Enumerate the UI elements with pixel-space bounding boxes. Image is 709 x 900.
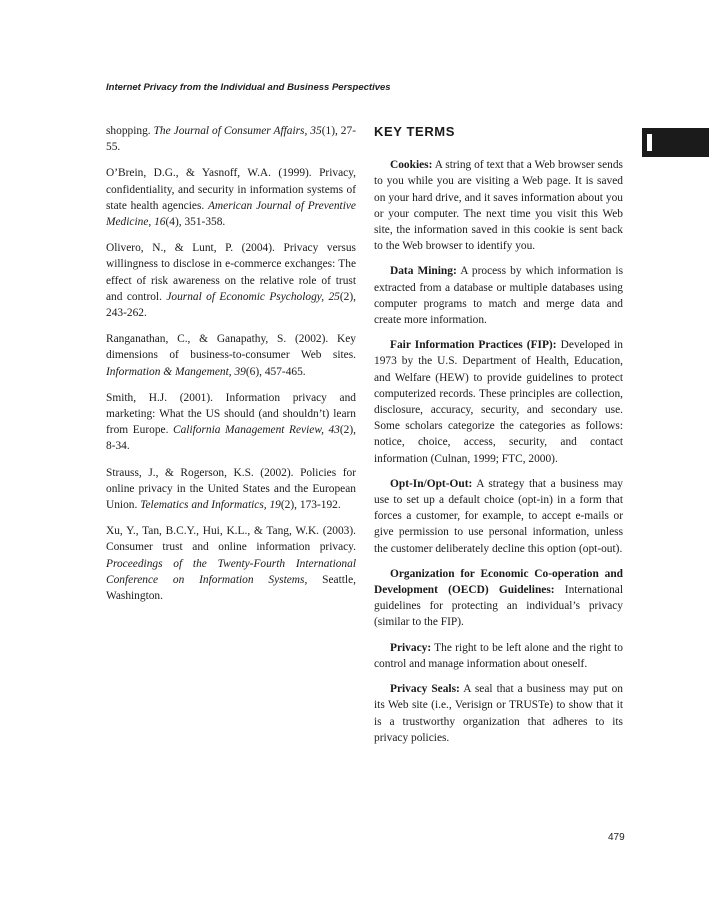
references-column (106, 121, 356, 614)
reference-entry: Smith, H.J. (2001). Information privacy and marketing: What the US should (and shouldn’t) learn from Europe. California Management Review, 43(2), 8-34. (106, 391, 356, 453)
term-name: Fair Information Practices (FIP): (390, 339, 557, 352)
key-term-entry (374, 337, 623, 467)
key-term-entry (374, 476, 623, 557)
term-name: Organization for Economic Co-operation and Development (OECD) Guidelines: (374, 567, 623, 597)
term-name: Data Mining: (390, 265, 457, 278)
reference-entry: Xu, Y., Tan, B.C.Y., Hui, K.L., & Tang, W.K. (2003). Consumer trust and online information privacy. Proceedings of the Twenty-Fourth International Conference on Information Systems, Seattle, Washington. (106, 525, 356, 603)
key-term-entry (374, 263, 623, 328)
term-definition: Developed in 1973 by the U.S. Department of Health, Education, and Welfare (HEW) to provide guidelines to protect computerized records. These principles are collection, disclosure, accuracy, security, and secondary use. Some scholars categorize the categories as follows: notice, choice, access, security, and contact information (Culnan, 1999; FTC, 2000). (374, 339, 623, 465)
term-name: Opt-In/Opt-Out: (390, 477, 473, 490)
term-name: Privacy: (390, 641, 432, 654)
term-definition: A process by which information is extracted from a database or multiple databases using computer programs to match and merge data and create more information. (374, 265, 624, 327)
term-definition: A strategy that a business may use to set up a default choice (opt-in) in a form that forces a customer, for example, to accept e-mails or give permission to use personal information, unless the customer deliberately decline this option (opt-out). (374, 477, 623, 555)
term-name: Cookies: (390, 159, 433, 172)
section-tab (642, 128, 709, 157)
running-head: Internet Privacy from the Individual and Business Perspectives (106, 82, 391, 93)
term-definition: The right to be left alone and the right to control and manage information about oneself. (374, 641, 623, 670)
key-terms-column (374, 121, 623, 755)
section-tab-mark (647, 134, 652, 151)
reference-entry: O’Brein, D.G., & Yasnoff, W.A. (1999). Privacy, confidentiality, and security in information systems of state health agencies. American Journal of Preventive Medicine, 16(4), 351-358. (106, 167, 356, 229)
key-terms-heading: KEY TERMS (374, 124, 456, 139)
reference-entry: shopping. The Journal of Consumer Affairs, 35(1), 27-55. (106, 125, 356, 154)
reference-entry: Ranganathan, C., & Ganapathy, S. (2002). Key dimensions of business-to-consumer Web sites. Information & Mangement, 39(6), 457-465. (106, 333, 356, 378)
reference-entry: Strauss, J., & Rogerson, K.S. (2002). Policies for online privacy in the United States and the European Union. Telematics and Informatics, 19(2), 173-192. (106, 466, 356, 512)
term-definition: A seal that a business may put on its Web site (i.e., Verisign or TRUSTe) to show that it is a trustworthy organization that adheres to its privacy policies. (374, 683, 623, 744)
reference-entry: Olivero, N., & Lunt, P. (2004). Privacy versus willingness to disclose in e-commerce exchanges: The effect of risk awareness on the relative role of trust and control. Journal of Economic Psychology, 25(2), 243-262. (106, 242, 356, 320)
term-definition: A string of text that a Web browser sends to you while you are visiting a Web page. It is saved on your hard drive, and it saves information about you or your computer. The next time you visit this Web site, the information saved in this cookie is sent back to the Web browser to identify you. (374, 159, 623, 253)
page-number: 479 (608, 832, 625, 843)
term-name: Privacy Seals: (390, 683, 460, 696)
key-term-entry (374, 157, 623, 254)
term-definition: International guidelines for protecting an individual’s privacy (similar to the FIP). (374, 584, 623, 629)
key-term-entry (374, 640, 623, 672)
key-term-entry (374, 566, 623, 631)
key-term-entry (374, 681, 623, 746)
